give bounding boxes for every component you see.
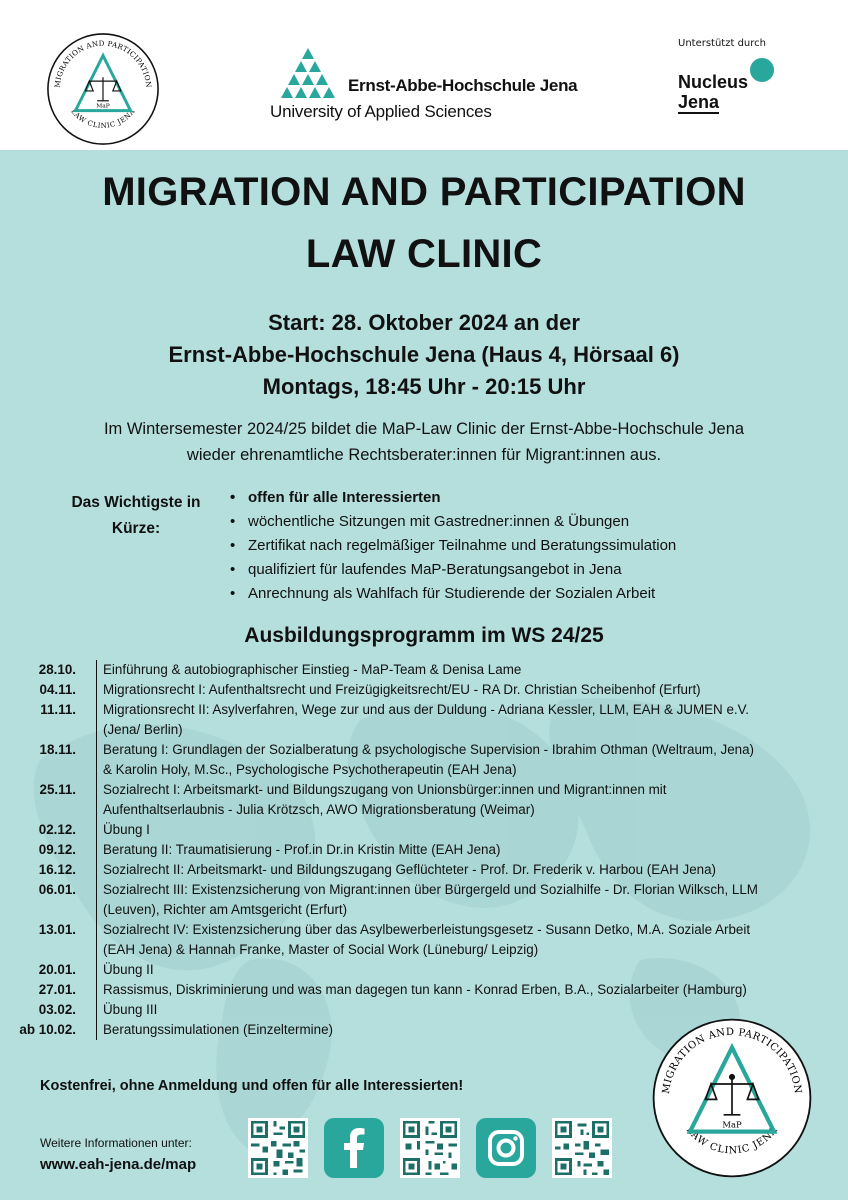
qr-code[interactable] [400, 1118, 460, 1178]
schedule-row [0, 660, 848, 680]
schedule-row [0, 840, 848, 860]
schedule-row [0, 880, 848, 920]
summary-label-line-1: Das Wichtigste in [71, 494, 201, 511]
schedule-row [0, 780, 848, 820]
schedule-text: Übung III [96, 1000, 823, 1020]
summary-label [48, 490, 224, 542]
schedule-date: 27.01. [38, 982, 76, 997]
intro-text [0, 416, 848, 468]
schedule-date: 03.02. [38, 1002, 76, 1017]
schedule-date: 13.01. [38, 922, 76, 937]
summary-list [230, 486, 676, 606]
schedule-text: Sozialrecht I: Arbeitsmarkt- und Bildungszugang von Unionsbürger:innen und Migrant:innen mit Aufenthaltserlaubnis - Julia Krötzsch, AWO Migrationsberatung (Weimar) [96, 780, 823, 820]
intro-line-1: Im Wintersemester 2024/25 bildet die MaP-Law Clinic der Ernst-Abbe-Hochschule Jena [103, 420, 745, 438]
header-bar [0, 0, 848, 150]
title-line-2: LAW CLINIC [305, 232, 543, 276]
schedule-text: Rassismus, Diskriminierung und was man dagegen tun kann - Konrad Erben, B.A., Sozialarbeiter (Hamburg) [96, 980, 823, 1000]
facebook-icon[interactable] [324, 1118, 384, 1178]
qr-code[interactable] [248, 1118, 308, 1178]
supported-by-label: Unterstützt durch [678, 38, 766, 49]
logo-bottom-text: LAW CLINIC JENA [69, 107, 137, 130]
start-line-1: Start: 28. Oktober 2024 an der [268, 310, 580, 335]
schedule-row [0, 740, 848, 780]
map-law-clinic-logo [648, 1014, 816, 1182]
schedule-date: ab 10.02. [19, 1022, 76, 1037]
program-title: Ausbildungsprogramm im WS 24/25 [244, 624, 604, 647]
schedule-text: Sozialrecht III: Existenzsicherung von Migrant:innen über Bürgergeld und Sozialhilfe - Dr. Florian Wilksch, LLM (Leuven), Richter am Amtsgericht (Erfurt) [96, 880, 823, 920]
schedule-text: Migrationsrecht II: Asylverfahren, Wege zur und aus der Duldung - Adriana Kessler, LLM, EAH & JUMEN e.V. (Jena/ Berlin) [96, 700, 823, 740]
schedule-date: 09.12. [38, 842, 76, 857]
logo-top-text: MIGRATION AND PARTICIPATION [660, 1026, 803, 1095]
schedule-row [0, 680, 848, 700]
schedule-row [0, 700, 848, 740]
summary-label-line-2: Kürze: [111, 520, 161, 537]
logo-bottom-text: LAW CLINIC JENA [683, 1124, 781, 1157]
intro-line-2: wieder ehrenamtliche Rechtsberater:innen für Migrant:innen aus. [186, 446, 662, 464]
schedule-date: 02.12. [38, 822, 76, 837]
map-law-clinic-logo [44, 30, 162, 148]
start-line-2: Ernst-Abbe-Hochschule Jena (Haus 4, Hörsaal 6) [168, 342, 680, 367]
nucleus-dot [750, 58, 774, 82]
info-label: Weitere Informationen unter: [40, 1136, 192, 1150]
eah-logo [268, 46, 588, 126]
schedule-date: 04.11. [39, 682, 76, 697]
info-url-link[interactable]: www.eah-jena.de/map [40, 1156, 197, 1173]
schedule-date: 25.11. [39, 782, 76, 797]
program-schedule [0, 660, 848, 1040]
nucleus-jena-logo [678, 72, 748, 112]
schedule-text: Migrationsrecht I: Aufenthaltsrecht und Freizügigkeitsrecht/EU - RA Dr. Christian Scheibenhof (Erfurt) [96, 680, 823, 700]
schedule-date: 18.11. [39, 742, 76, 757]
logo-abbr: MaP [722, 1119, 742, 1130]
schedule-text: Beratung II: Traumatisierung - Prof.in Dr.in Kristin Mitte (EAH Jena) [96, 840, 823, 860]
summary-item: • qualifiziert für laufendes MaP-Beratungsangebot in Jena [230, 558, 676, 582]
schedule-text: Sozialrecht IV: Existenzsicherung über das Asylbewerberleistungsgesetz - Susann Detko, M.A. Soziale Arbeit (EAH Jena) & Hannah Franke, Master of Social Work (Lüneburg/ Leipzig) [96, 920, 823, 960]
schedule-row [0, 960, 848, 980]
schedule-date: 16.12. [38, 862, 76, 877]
schedule-text: Beratung I: Grundlagen der Sozialberatung & psychologische Supervision - Ibrahim Othman (Weltraum, Jena) & Karolin Holy, M.Sc., Psychologische Psychotherapeutin (EAH Jena) [96, 740, 823, 780]
schedule-text: Beratungssimulationen (Einzeltermine) [96, 1020, 823, 1040]
instagram-icon[interactable] [476, 1118, 536, 1178]
qr-code[interactable] [552, 1118, 612, 1178]
schedule-date: 20.01. [38, 962, 76, 977]
eah-triangle-logo [270, 46, 346, 106]
logo-top-text: MIGRATION AND PARTICIPATION [52, 38, 154, 89]
schedule-text: Einführung & autobiographischer Einstieg - MaP-Team & Denisa Lame [96, 660, 823, 680]
schedule-date: 28.10. [38, 662, 76, 677]
schedule-text: Übung I [96, 820, 823, 840]
schedule-date: 11.11. [40, 702, 76, 717]
logo-abbr: MaP [96, 103, 110, 110]
nucleus-jena-word: Jena [678, 92, 720, 112]
schedule-date: 06.01. [38, 882, 76, 897]
summary-item: • wöchentliche Sitzungen mit Gastredner:innen & Übungen [230, 510, 676, 534]
free-notice: Kostenfrei, ohne Anmeldung und offen für alle Interessierten! [40, 1078, 464, 1094]
schedule-row [0, 820, 848, 840]
summary-item: • Anrechnung als Wahlfach für Studierende der Sozialen Arbeit [230, 582, 676, 606]
schedule-text: Sozialrecht II: Arbeitsmarkt- und Bildungszugang Geflüchteter - Prof. Dr. Frederik v. Harbou (EAH Jena) [96, 860, 823, 880]
schedule-row [0, 980, 848, 1000]
schedule-row [0, 860, 848, 880]
nucleus-word: Nucleus [678, 72, 749, 92]
schedule-text: Übung II [96, 960, 823, 980]
summary-item: • offen für alle Interessierten [230, 486, 676, 510]
title-line-1: MIGRATION AND PARTICIPATION [102, 170, 746, 214]
summary-item: • Zertifikat nach regelmäßiger Teilnahme und Beratungssimulation [230, 534, 676, 558]
eah-subtitle: University of Applied Sciences [270, 102, 492, 121]
eah-name: Ernst-Abbe-Hochschule Jena [348, 76, 578, 95]
start-line-3: Montags, 18:45 Uhr - 20:15 Uhr [262, 374, 586, 399]
schedule-row [0, 920, 848, 960]
